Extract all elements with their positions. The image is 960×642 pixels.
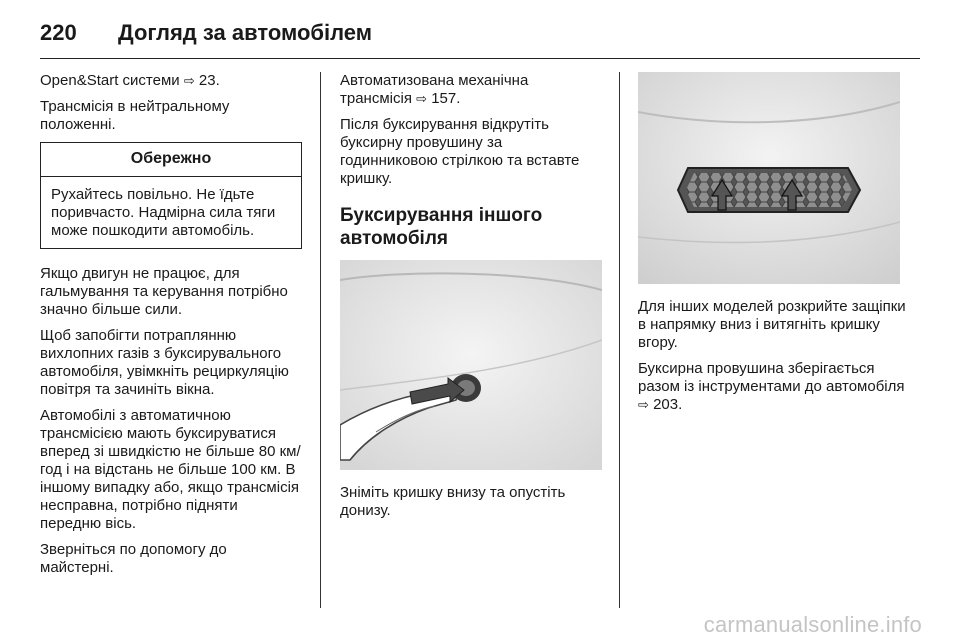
- column-3: [638, 72, 906, 422]
- column-divider-2: [619, 72, 620, 608]
- column-2: [340, 72, 602, 528]
- page-title: Догляд за автомобілем: [118, 20, 373, 45]
- page-link[interactable]: 203.: [653, 396, 683, 413]
- section-heading: Буксирування іншого автомобіля: [340, 205, 543, 249]
- paragraph: Буксирна провушина зберігається разом із інструментами до автомобіля ⇨ 203.: [638, 360, 905, 413]
- paragraph: Трансмісія в нейтральному положенні.: [40, 98, 230, 133]
- reference-arrow-icon: ⇨: [183, 73, 195, 88]
- paragraph: Автоматизована механічна трансмісія ⇨ 157.: [340, 72, 529, 107]
- figure-caption: Зніміть кришку внизу та опустіть донизу.: [340, 484, 566, 519]
- header-rule: [40, 58, 920, 59]
- page-header: [40, 14, 372, 52]
- reference-arrow-icon: ⇨: [416, 91, 428, 106]
- reference-arrow-icon: ⇨: [638, 397, 649, 412]
- column-1: [40, 72, 302, 585]
- watermark: carmanualsonline.info: [703, 612, 922, 637]
- warning-text: Рухайтесь повільно. Не їдьте поривчасто. Надмірна сила тяги може пошкодити автомобіль.: [51, 186, 276, 239]
- paragraph: Зверніться по допомогу до майстерні.: [40, 541, 227, 576]
- column-divider-1: [320, 72, 321, 608]
- warning-box: [40, 142, 302, 249]
- bumper-cover-illustration: [340, 260, 602, 470]
- paragraph: Автомобілі з автоматичною трансмісією мають буксируватися вперед зі швидкістю не більше 80 км/год і на відстань не більше 100 км. В іншому випадку або, якщо трансмісія несправна, потрібно підняти передню вісь.: [40, 407, 301, 532]
- page-number: 220: [40, 20, 77, 45]
- paragraph: Якщо двигун не працює, для гальмування та керування потрібно значно більше сили.: [40, 265, 288, 318]
- warning-title: Обережно: [41, 143, 301, 177]
- grille-cover-illustration: [638, 72, 900, 284]
- page-link[interactable]: 157.: [431, 90, 461, 107]
- paragraph: Open&Start системи ⇨ 23.: [40, 72, 220, 89]
- paragraph: Щоб запобігти потраплянню вихлопних газів з буксирувального автомобіля, увімкніть рециркуляцію повітря та зачиніть вікна.: [40, 327, 289, 398]
- page-link[interactable]: 23.: [198, 72, 220, 89]
- paragraph: Після буксирування відкрутіть буксирну провушину за годинниковою стрілкою та вставте кришку.: [340, 116, 580, 187]
- paragraph: Для інших моделей розкрийте защіпки в напрямку вниз і витягніть кришку вгору.: [638, 298, 906, 351]
